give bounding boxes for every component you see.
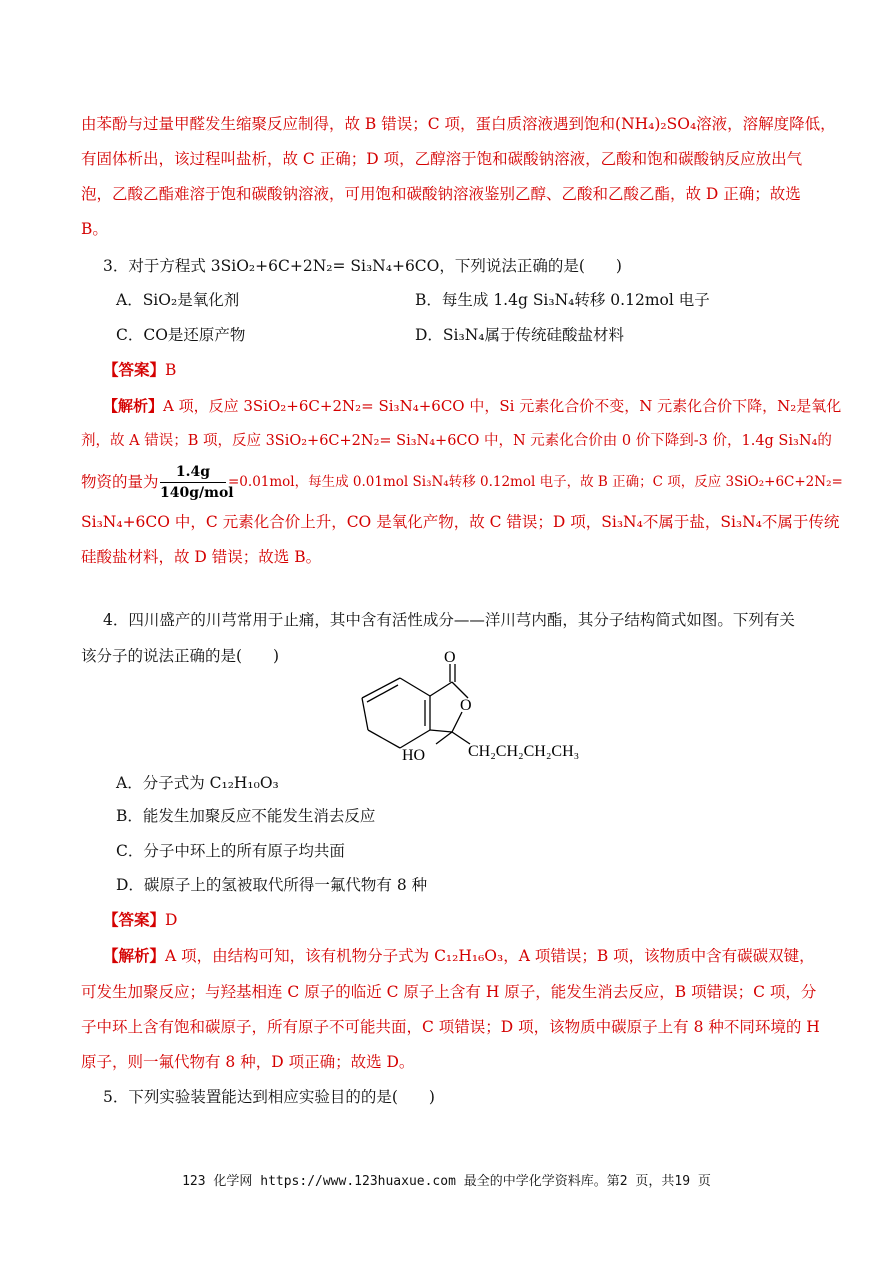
- butyl-chain-label: CH₂CH₂CH₂CH₃: [468, 743, 580, 760]
- prev-explanation-line-2: 有固体析出，该过程叫盐析，故 C 正确；D 项，乙醇溶于饱和碳酸钠溶液，乙酸和饱和碳酸钠反应放出气: [81, 150, 803, 168]
- q3-fraction: [160, 463, 234, 502]
- q4-option-b: B．能发生加聚反应不能发生消去反应: [116, 807, 376, 825]
- prev-explanation-line-4: B。: [81, 220, 108, 238]
- q4-analysis-line-3: 子中环上含有饱和碳原子，所有原子不可能共面，C 项错误；D 项，该物质中碳原子上有 8 种不同环境的 H: [81, 1018, 820, 1036]
- q4-option-a: A．分子式为 C₁₂H₁₀O₃: [116, 774, 279, 792]
- q4-option-d: D．碳原子上的氢被取代所得一氟代物有 8 种: [116, 876, 428, 894]
- q3-fraction-numerator: 1.4g: [175, 464, 211, 480]
- q4-analysis-line-2: 可发生加聚反应；与羟基相连 C 原子的临近 C 原子上含有 H 原子，能发生消去反应，B 项错误；C 项，分: [81, 983, 817, 1001]
- q4-stem-line-1: 4．四川盛产的川芎常用于止痛，其中含有活性成分——洋川芎内酯，其分子结构简式如图。下列有关: [103, 611, 795, 629]
- hydroxyl-label: HO: [402, 747, 426, 764]
- prev-explanation-line-1: 由苯酚与过量甲醛发生缩聚反应制得，故 B 错误；C 项，蛋白质溶液遇到饱和(NH₄)₂SO₄溶液，溶解度降低，: [81, 115, 836, 133]
- q4-option-c: C．分子中环上的所有原子均共面: [116, 842, 345, 860]
- q4-analysis-line-4: 原子，则一氟代物有 8 种，D 项正确；故选 D。: [81, 1053, 415, 1071]
- page-footer: 123 化学网 https://www.123huaxue.com 最全的中学化学资料库。第2 页，共19 页: [182, 1174, 711, 1189]
- q4-stem-line-2: 该分子的说法正确的是( ): [81, 647, 280, 665]
- ring-oxygen-label: O: [460, 697, 472, 714]
- q3-answer-tag: 【答案】: [103, 360, 166, 379]
- q4-analysis-text-1: A 项，由结构可知，该有机物分子式为 C₁₂H₁₆O₃，A 项错误；B 项，该物质中含有碳碳双键，: [165, 947, 815, 965]
- q4-analysis-tag: 【解析】: [103, 946, 166, 965]
- q3-analysis-tag: 【解析】: [103, 397, 164, 415]
- q4-answer-value: D: [165, 911, 178, 929]
- q3-analysis-line-3-pre: 物资的量为: [81, 473, 159, 491]
- q3-option-c: C．CO是还原产物: [116, 326, 246, 344]
- q3-analysis-line-5: 硅酸盐材料，故 D 错误；故选 B。: [81, 548, 322, 566]
- q3-analysis-line-2: 剂，故 A 错误；B 项，反应 3SiO₂+6C+2N₂= Si₃N₄+6CO 中，N 元素化合价由 0 价下降到-3 价，1.4g Si₃N₄的: [81, 433, 832, 449]
- q3-option-a: A．SiO₂是氧化剂: [116, 291, 240, 309]
- q4-analysis-line-1: [103, 946, 815, 966]
- carbonyl-oxygen-label: O: [444, 649, 456, 666]
- q3-fraction-bar: [160, 482, 226, 483]
- q4-answer: [103, 910, 177, 930]
- q3-answer: [103, 360, 176, 380]
- q3-analysis-line-3-post: =0.01mol，每生成 0.01mol Si₃N₄转移 0.12mol 电子，故 B 正确；C 项，反应 3SiO₂+6C+2N₂=: [228, 474, 843, 490]
- q3-analysis-line-1: [103, 396, 841, 416]
- q3-answer-value: B: [165, 361, 177, 379]
- q3-option-d: D．Si₃N₄属于传统硅酸盐材料: [415, 326, 624, 344]
- q4-answer-tag: 【答案】: [103, 910, 166, 929]
- q5-stem: 5．下列实验装置能达到相应实验目的的是( ): [103, 1088, 435, 1106]
- q3-option-b: B．每生成 1.4g Si₃N₄转移 0.12mol 电子: [415, 291, 710, 309]
- molecule-structure-diagram: [340, 640, 600, 770]
- q3-stem: 3．对于方程式 3SiO₂+6C+2N₂= Si₃N₄+6CO，下列说法正确的是( ): [103, 257, 622, 275]
- prev-explanation-line-3: 泡，乙酸乙酯难溶于饱和碳酸钠溶液，可用饱和碳酸钠溶液鉴别乙醇、乙酸和乙酸乙酯，故 D 正确；故选: [81, 185, 801, 203]
- q3-analysis-line-4: Si₃N₄+6CO 中，C 元素化合价上升，CO 是氧化产物，故 C 错误；D 项，Si₃N₄不属于盐，Si₃N₄不属于传统: [81, 513, 840, 531]
- q3-analysis-text-1: A 项，反应 3SiO₂+6C+2N₂= Si₃N₄+6CO 中，Si 元素化合价不变，N 元素化合价下降，N₂是氧化: [163, 397, 842, 415]
- q3-fraction-denominator: 140g/mol: [160, 485, 234, 501]
